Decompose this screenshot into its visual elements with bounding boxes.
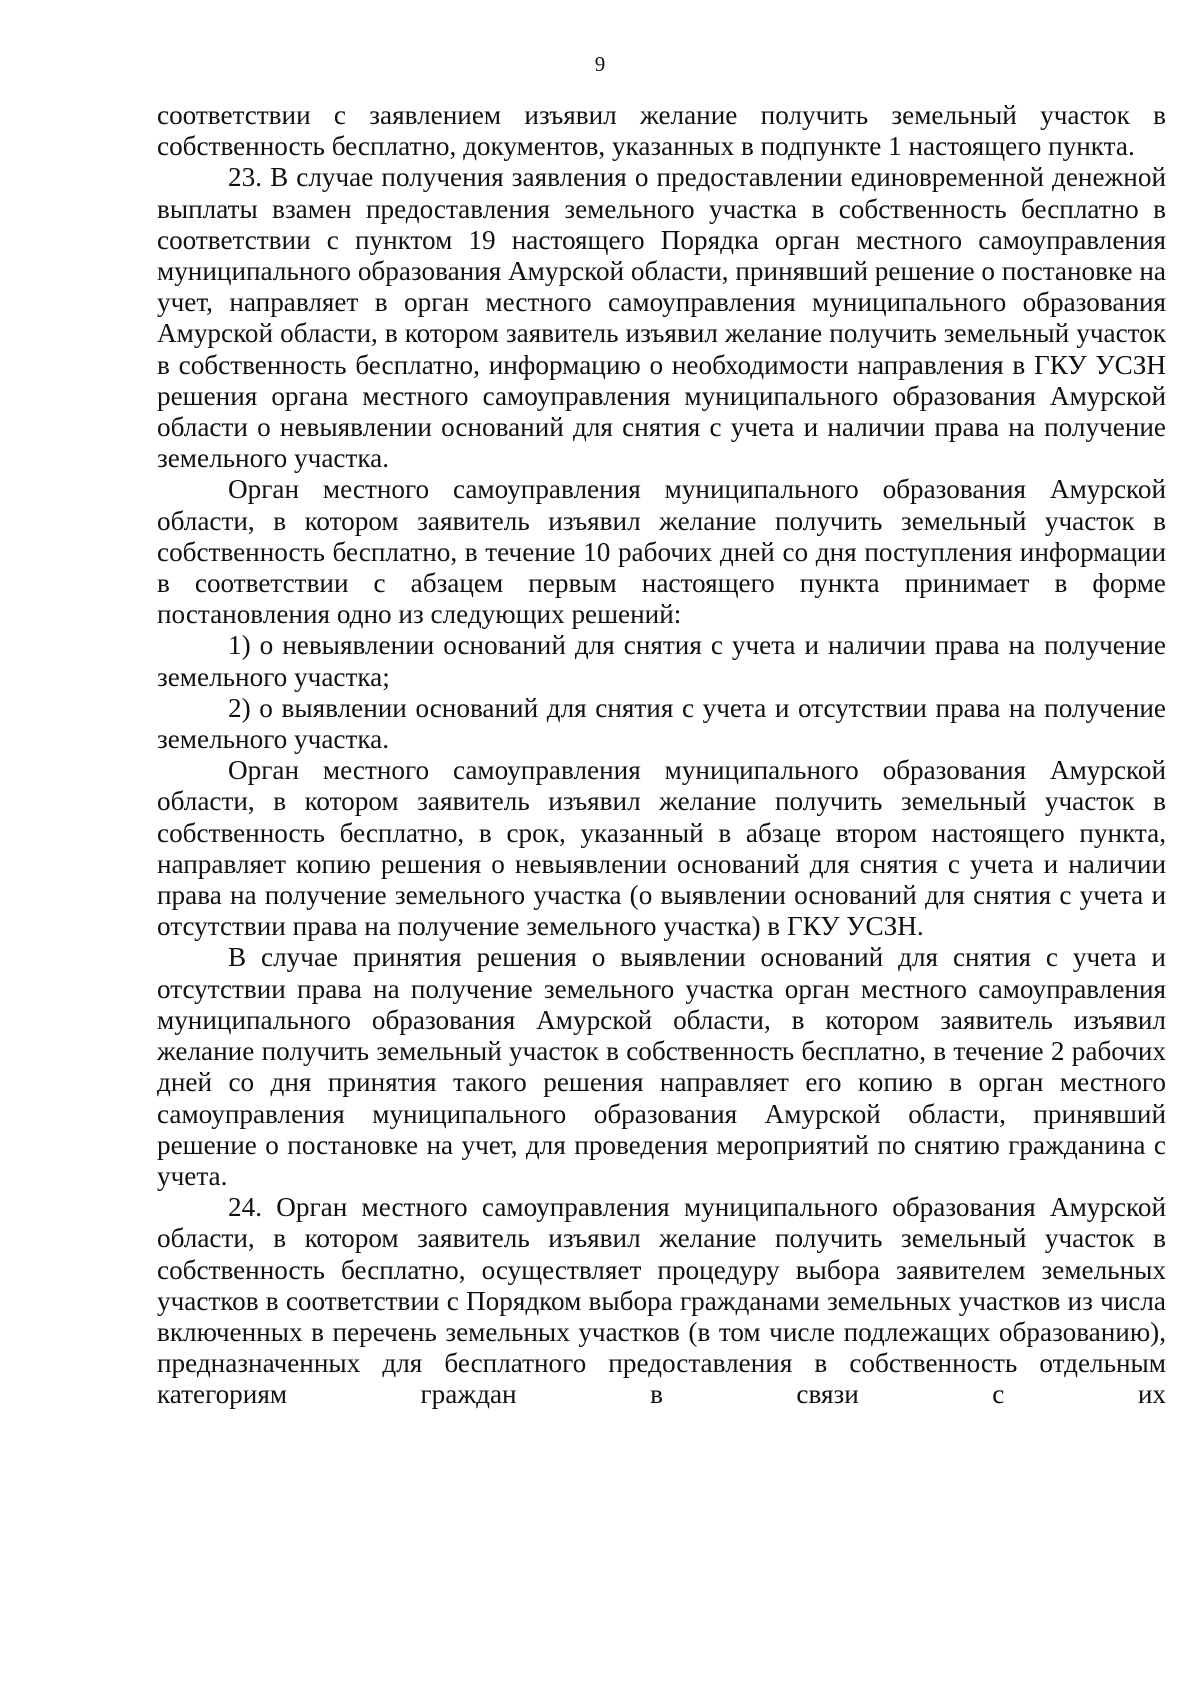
paragraph-removal-decision: В случае принятия решения о выявлении оснований для снятия с учета и отсутствии права на получение земельного участка орган местного самоуправления муниципального образования Амурской области, в котором заявитель изъявил желание получить земельный участок в собственность бесплатно, в течение 2 рабочих дней со дня принятия такого решения направляет его копию в орган местного самоуправления муниципального образования Амурской области, принявший решение о постановке на учет, для проведения мероприятий по снятию гражданина с учета.	[157, 942, 1166, 1191]
paragraph-send-copy: Орган местного самоуправления муниципального образования Амурской области, в котором заявитель изъявил желание получить земельный участок в собственность бесплатно, в срок, указанный в абзаце втором настоящего пункта, направляет копию решения о невыявлении оснований для снятия с учета и наличии права на получение земельного участка (о выявлении оснований для снятия с учета и отсутствии права на получение земельного участка) в ГКУ УСЗН.	[157, 755, 1166, 942]
list-item-2: 2) о выявлении оснований для снятия с учета и отсутствии права на получение земельного участка.	[157, 692, 1166, 755]
list-item-1: 1) о невыявлении оснований для снятия с учета и наличии права на получение земельного участка;	[157, 630, 1166, 692]
page-number: 9	[594, 52, 606, 76]
paragraph-continuation: соответствии с заявлением изъявил желание получить земельный участок в собственность бесплатно, документов, указанных в подпункте 1 настоящего пункта.	[157, 100, 1166, 162]
paragraph-item-24: 24. Орган местного самоуправления муниципального образования Амурской области, в котором заявитель изъявил желание получить земельный участок в собственность бесплатно, осуществляет процедуру выбора заявителем земельных участков в соответствии с Порядком выбора гражданами земельных участков из числа включенных в перечень земельных участков (в том числе подлежащих образованию), предназначенных для бесплатного предоставления в собственность отдельным категориям граждан в связи с их	[157, 1192, 1166, 1410]
paragraph-decision-options: Орган местного самоуправления муниципального образования Амурской области, в котором заявитель изъявил желание получить земельный участок в собственность бесплатно, в течение 10 рабочих дней со дня поступления информации в соответствии с абзацем первым настоящего пункта принимает в форме постановления одно из следующих решений:	[157, 474, 1166, 630]
document-body	[157, 100, 1166, 1411]
paragraph-item-23: 23. В случае получения заявления о предоставлении единовременной денежной выплаты взамен предоставления земельного участка в собственность бесплатно в соответствии с пунктом 19 настоящего Порядка орган местного самоуправления муниципального образования Амурской области, принявший решение о постановке на учет, направляет в орган местного самоуправления муниципального образования Амурской области, в котором заявитель изъявил желание получить земельный участок в собственность бесплатно, информацию о необходимости направления в ГКУ УСЗН решения органа местного самоуправления муниципального образования Амурской области о невыявлении оснований для снятия с учета и наличии права на получение земельного участка.	[157, 162, 1166, 474]
